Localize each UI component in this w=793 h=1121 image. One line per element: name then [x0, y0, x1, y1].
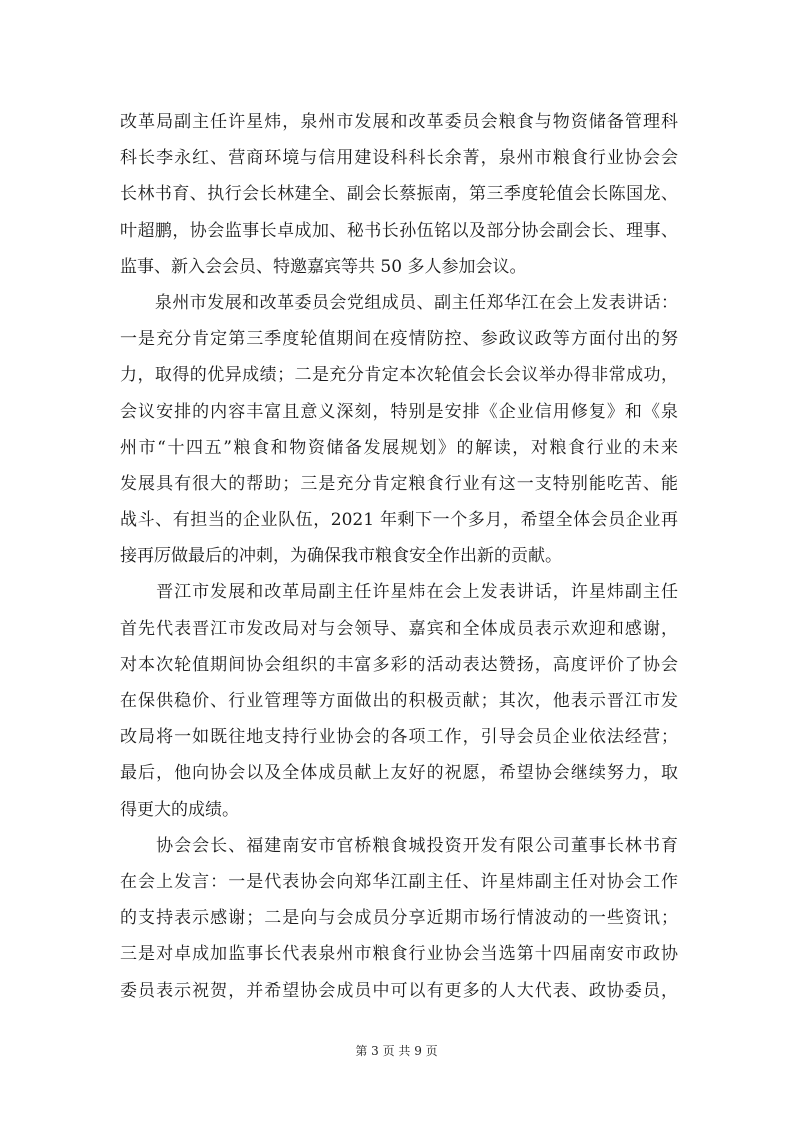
text-line: 力，取得的优异成绩；二是充分肯定本次轮值会长会议举办得非常成功， [120, 365, 678, 386]
text-line: 会议安排的内容丰富且意义深刻，特别是安排《企业信用修复》和《泉 [120, 401, 678, 422]
text-line: 泉州市发展和改革委员会党组成员、副主任郑华江在会上发表讲话： [120, 292, 678, 313]
text-line: 监事、新入会会员、特邀嘉宾等共 50 多人参加会议。 [120, 256, 527, 277]
text-line: 接再厉做最后的冲刺，为确保我市粮食安全作出新的贡献。 [120, 546, 562, 567]
text-line: 三是对卓成加监事长代表泉州市粮食行业协会当选第十四届南安市政协 [120, 944, 678, 965]
text-line: 改革局副主任许星炜，泉州市发展和改革委员会粮食与物资储备管理科 [120, 112, 678, 132]
text-line: 战斗、有担当的企业队伍，2021 年剩下一个多月，希望全体会员企业再 [120, 510, 678, 531]
text-line: 对本次轮值期间协会组织的丰富多彩的活动表达赞扬，高度评价了协会 [120, 654, 678, 675]
text-line: 发展具有很大的帮助；三是充分肯定粮食行业有这一支特别能吃苦、能 [120, 473, 678, 494]
text-line: 在会上发言：一是代表协会向郑华江副主任、许星炜副主任对协会工作 [120, 871, 678, 892]
text-line: 最后，他向协会以及全体成员献上友好的祝愿，希望协会继续努力，取 [120, 763, 678, 784]
text-line: 改局将一如既往地支持行业协会的各项工作，引导会员企业依法经营； [120, 727, 678, 748]
text-line: 的支持表示感谢；二是向与会成员分享近期市场行情波动的一些资讯； [120, 908, 678, 929]
text-line: 晋江市发展和改革局副主任许星炜在会上发表讲话，许星炜副主任 [120, 582, 678, 603]
text-line: 长林书育、执行会长林建全、副会长蔡振南，第三季度轮值会长陈国龙、 [120, 184, 678, 205]
text-line: 协会会长、福建南安市官桥粮食城投资开发有限公司董事长林书育 [120, 835, 678, 856]
text-line: 得更大的成绩。 [120, 799, 239, 820]
text-line: 首先代表晋江市发改局对与会领导、嘉宾和全体成员表示欢迎和感谢， [120, 618, 678, 639]
body-text [120, 104, 678, 1009]
text-line: 在保供稳价、行业管理等方面做出的积极贡献；其次，他表示晋江市发 [120, 691, 678, 711]
text-line: 州市“十四五”粮食和物资储备发展规划》的解读，对粮食行业的未来 [120, 437, 678, 458]
text-line: 委员表示祝贺，并希望协会成员中可以有更多的人大代表、政协委员， [120, 980, 678, 1001]
page-footer: 第 3 页 共 9 页 [355, 1044, 438, 1058]
text-line: 一是充分肯定第三季度轮值期间在疫情防控、参政议政等方面付出的努 [120, 329, 678, 350]
text-line: 科长李永红、营商环境与信用建设科科长余菁，泉州市粮食行业协会会 [120, 148, 678, 169]
text-line: 叶超鹏，协会监事长卓成加、秘书长孙伍铭以及部分协会副会长、理事、 [120, 220, 678, 241]
